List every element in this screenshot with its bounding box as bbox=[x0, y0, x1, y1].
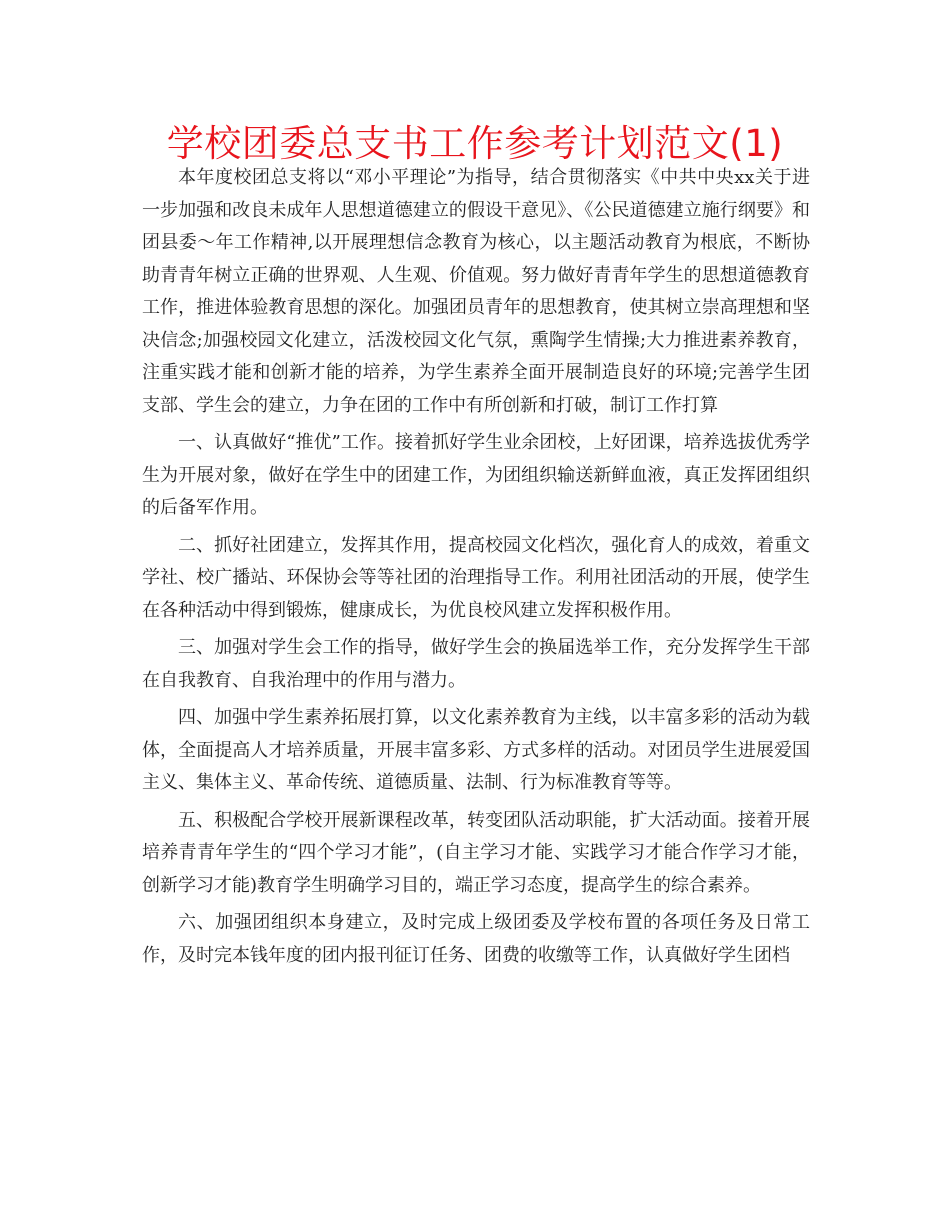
document-title: 学校团委总支书工作参考计划范文(1) bbox=[166, 122, 784, 165]
paragraph-intro: 本年度校团总支将以“邓小平理论”为指导，结合贯彻落实《中共中央xx关于进一步加强和改良未成年人思想道德建立的假设干意见》、《公民道德建立施行纲要》和团县委～年工作精神,以开展理想信念教育为核心，以主题活动教育为根底，不断协助青青年树立正确的世界观、人生观、价值观。努力做好青青年学生的思想道德教育工作，推进体验教育思想的深化。加强团员青年的思想教育，使其树立崇高理想和坚决信念;加强校园文化建立，活泼校园文化气氛，熏陶学生情操;大力推进素养教育，注重实践才能和创新才能的培养，为学生素养全面开展制造良好的环境;完善学生团支部、学生会的建立，力争在团的工作中有所创新和打破，制订工作打算 bbox=[142, 167, 810, 416]
document-body bbox=[142, 162, 810, 977]
paragraph-item-2: 二、抓好社团建立，发挥其作用，提高校园文化档次，强化育人的成效，着重文学社、校广播站、环保协会等等社团的治理指导工作。利用社团活动的开展，使学生在各种活动中得到锻炼，健康成长，为优良校风建立发挥积极作用。 bbox=[142, 534, 810, 621]
paragraph-item-6: 六、加强团组织本身建立，及时完成上级团委及学校布置的各项任务及日常工作，及时完本钱年度的团内报刊征订任务、团费的收缴等工作，认真做好学生团档 bbox=[142, 912, 810, 966]
paragraph-item-5: 五、积极配合学校开展新课程改革，转变团队活动职能，扩大活动面。接着开展培养青青年学生的“四个学习才能”，(自主学习才能、实践学习才能合作学习才能，创新学习才能)教育学生明确学习目的，端正学习态度，提高学生的综合素养。 bbox=[142, 809, 810, 896]
paragraph-item-1: 一、认真做好“推优”工作。接着抓好学生业余团校，上好团课，培养选拔优秀学生为开展对象，做好在学生中的团建工作，为团组织输送新鲜血液，真正发挥团组织的后备军作用。 bbox=[142, 432, 810, 518]
paragraph-item-3: 三、加强对学生会工作的指导，做好学生会的换届选举工作，充分发挥学生干部在自我教育、自我治理中的作用与潜力。 bbox=[142, 637, 810, 691]
paragraph-item-4: 四、加强中学生素养拓展打算，以文化素养教育为主线，以丰富多彩的活动为载体，全面提高人才培养质量，开展丰富多彩、方式多样的活动。对团员学生进展爱国主义、集体主义、革命传统、道德质量、法制、行为标准教育等等。 bbox=[142, 707, 810, 793]
